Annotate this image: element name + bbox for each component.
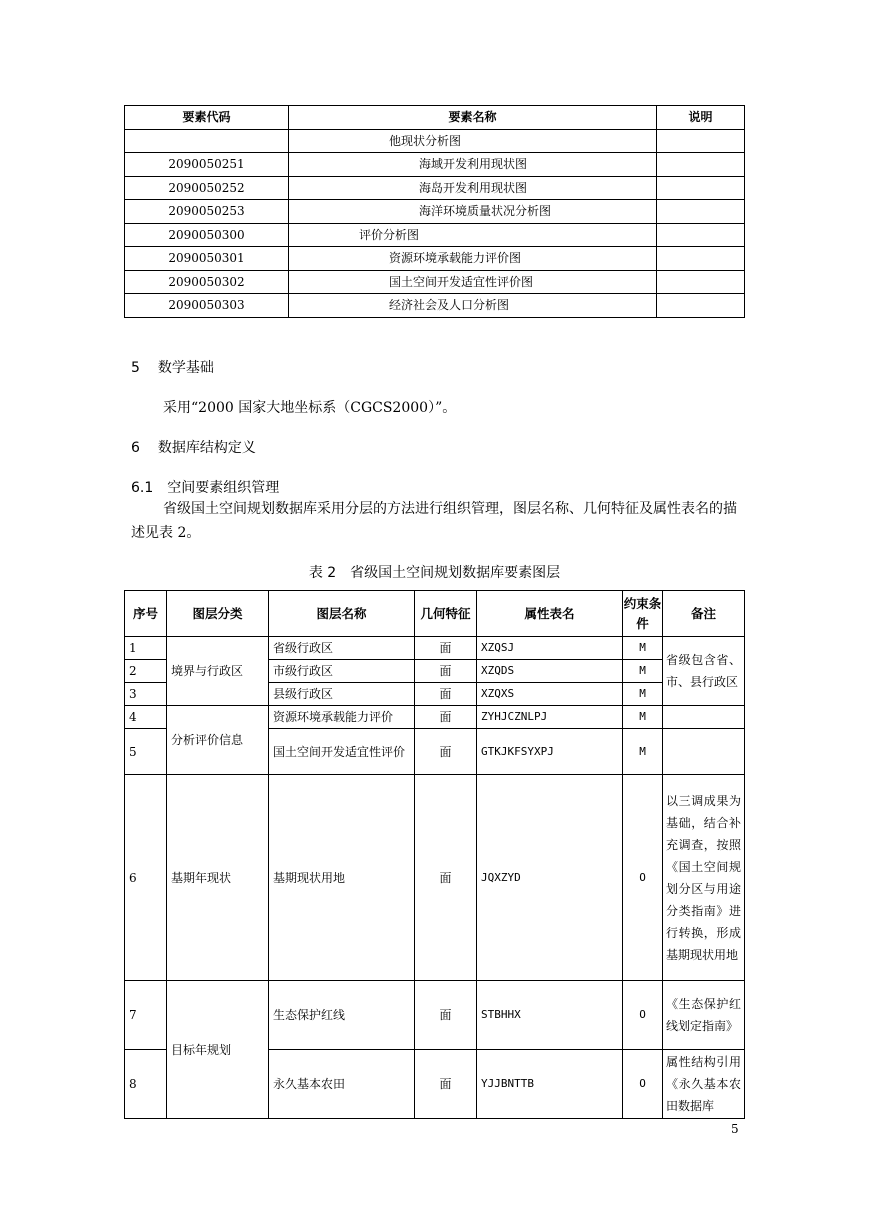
feature-note-cell xyxy=(657,294,745,318)
constraint-cell: M xyxy=(623,660,663,683)
feature-name-cell: 海岛开发利用现状图 xyxy=(289,176,657,200)
geometry-cell: 面 xyxy=(415,1050,477,1119)
geometry-cell: 面 xyxy=(415,660,477,683)
layer-name-cell: 国土空间开发适宜性评价 xyxy=(269,729,415,775)
section-6-heading xyxy=(131,438,256,458)
seq-cell: 2 xyxy=(125,660,167,683)
table-row xyxy=(125,775,745,981)
header-attr-table: 属性表名 xyxy=(477,591,623,637)
feature-code-cell: 2090050300 xyxy=(125,223,289,247)
section-title: 数据库结构定义 xyxy=(157,440,256,456)
table-row xyxy=(125,706,745,729)
feature-name-cell: 国土空间开发适宜性评价图 xyxy=(289,270,657,294)
category-cell: 境界与行政区 xyxy=(167,637,269,706)
feature-code-cell: 2090050253 xyxy=(125,200,289,224)
section-6-1-heading xyxy=(131,478,279,498)
feature-note-cell xyxy=(657,200,745,224)
layer-name-cell: 永久基本农田 xyxy=(269,1050,415,1119)
remark-cell: 省级包含省、市、县行政区 xyxy=(663,637,745,706)
seq-cell: 8 xyxy=(125,1050,167,1119)
constraint-cell: O xyxy=(623,1050,663,1119)
section-number: 6 xyxy=(131,440,140,456)
feature-note-cell xyxy=(657,176,745,200)
feature-code-cell: 2090050302 xyxy=(125,270,289,294)
table-header-row xyxy=(125,591,745,637)
layer-table xyxy=(124,590,745,1119)
geometry-cell: 面 xyxy=(415,775,477,981)
header-seq: 序号 xyxy=(125,591,167,637)
section-title: 空间要素组织管理 xyxy=(167,480,280,496)
remark-cell xyxy=(663,729,745,775)
layer-name-cell: 基期现状用地 xyxy=(269,775,415,981)
table-row xyxy=(125,223,745,247)
table-row xyxy=(125,129,745,153)
header-constraint: 约束条件 xyxy=(623,591,663,637)
section-5-heading xyxy=(131,358,214,378)
feature-note-cell xyxy=(657,247,745,271)
feature-name-cell: 他现状分析图 xyxy=(289,129,657,153)
layer-name-cell: 生态保护红线 xyxy=(269,981,415,1050)
feature-code-cell: 2090050252 xyxy=(125,176,289,200)
geometry-cell: 面 xyxy=(415,683,477,706)
category-cell: 基期年现状 xyxy=(167,775,269,981)
layer-name-cell: 市级行政区 xyxy=(269,660,415,683)
feature-code-cell: 2090050251 xyxy=(125,153,289,177)
header-name: 要素名称 xyxy=(289,106,657,130)
header-layer-name: 图层名称 xyxy=(269,591,415,637)
layer-name-cell: 省级行政区 xyxy=(269,637,415,660)
attr-table-cell: STBHHX xyxy=(477,981,623,1050)
seq-cell: 4 xyxy=(125,706,167,729)
attr-table-cell: XZQXS xyxy=(477,683,623,706)
section-5-text: 采用“2000 国家大地坐标系（CGCS2000）”。 xyxy=(163,400,457,416)
geometry-cell: 面 xyxy=(415,729,477,775)
remark-cell: 《生态保护红线划定指南》 xyxy=(663,981,745,1050)
attr-table-cell: XZQDS xyxy=(477,660,623,683)
constraint-cell: M xyxy=(623,683,663,706)
attr-table-cell: JQXZYD xyxy=(477,775,623,981)
header-geometry: 几何特征 xyxy=(415,591,477,637)
layer-name-cell: 资源环境承载能力评价 xyxy=(269,706,415,729)
remark-cell: 以三调成果为基础，结合补充调查，按照《国土空间规划分区与用途分类指南》进行转换，形成基期现状用地 xyxy=(663,775,745,981)
layer-name-cell: 县级行政区 xyxy=(269,683,415,706)
header-code: 要素代码 xyxy=(125,106,289,130)
seq-cell: 3 xyxy=(125,683,167,706)
table-row xyxy=(125,270,745,294)
table-row xyxy=(125,153,745,177)
remark-cell: 属性结构引用《永久基本农田数据库 xyxy=(663,1050,745,1119)
feature-name-cell: 评价分析图 xyxy=(289,223,657,247)
feature-code-cell xyxy=(125,129,289,153)
header-category: 图层分类 xyxy=(167,591,269,637)
feature-code-table xyxy=(124,105,745,318)
constraint-cell: M xyxy=(623,637,663,660)
category-cell: 分析评价信息 xyxy=(167,706,269,775)
table-row xyxy=(125,294,745,318)
header-remark: 备注 xyxy=(663,591,745,637)
feature-note-cell xyxy=(657,129,745,153)
feature-note-cell xyxy=(657,153,745,177)
feature-name-cell: 资源环境承载能力评价图 xyxy=(289,247,657,271)
attr-table-cell: XZQSJ xyxy=(477,637,623,660)
attr-table-cell: ZYHJCZNLPJ xyxy=(477,706,623,729)
table-row xyxy=(125,637,745,660)
geometry-cell: 面 xyxy=(415,637,477,660)
feature-code-cell: 2090050301 xyxy=(125,247,289,271)
section-6-1-text: 省级国土空间规划数据库采用分层的方法进行组织管理，图层名称、几何特征及属性表名的描述见表 2。 xyxy=(131,501,737,541)
seq-cell: 6 xyxy=(125,775,167,981)
constraint-cell: M xyxy=(623,706,663,729)
feature-note-cell xyxy=(657,223,745,247)
table-row xyxy=(125,200,745,224)
seq-cell: 7 xyxy=(125,981,167,1050)
seq-cell: 1 xyxy=(125,637,167,660)
page-number: 5 xyxy=(731,1122,739,1136)
feature-code-cell: 2090050303 xyxy=(125,294,289,318)
remark-cell xyxy=(663,706,745,729)
seq-cell: 5 xyxy=(125,729,167,775)
section-number: 5 xyxy=(131,360,140,376)
geometry-cell: 面 xyxy=(415,981,477,1050)
table-row xyxy=(125,176,745,200)
header-note: 说明 xyxy=(657,106,745,130)
table-row xyxy=(125,247,745,271)
geometry-cell: 面 xyxy=(415,706,477,729)
section-number: 6.1 xyxy=(131,480,154,496)
feature-name-cell: 经济社会及人口分析图 xyxy=(289,294,657,318)
attr-table-cell: YJJBNTTB xyxy=(477,1050,623,1119)
constraint-cell: O xyxy=(623,981,663,1050)
constraint-cell: M xyxy=(623,729,663,775)
attr-table-cell: GTKJKFSYXPJ xyxy=(477,729,623,775)
table-2-caption: 表 2 省级国土空间规划数据库要素图层 xyxy=(308,565,561,581)
category-cell: 目标年规划 xyxy=(167,981,269,1119)
feature-name-cell: 海洋环境质量状况分析图 xyxy=(289,200,657,224)
table-row xyxy=(125,981,745,1050)
table-header-row xyxy=(125,106,745,130)
constraint-cell: O xyxy=(623,775,663,981)
feature-name-cell: 海域开发利用现状图 xyxy=(289,153,657,177)
feature-note-cell xyxy=(657,270,745,294)
section-title: 数学基础 xyxy=(157,360,214,376)
